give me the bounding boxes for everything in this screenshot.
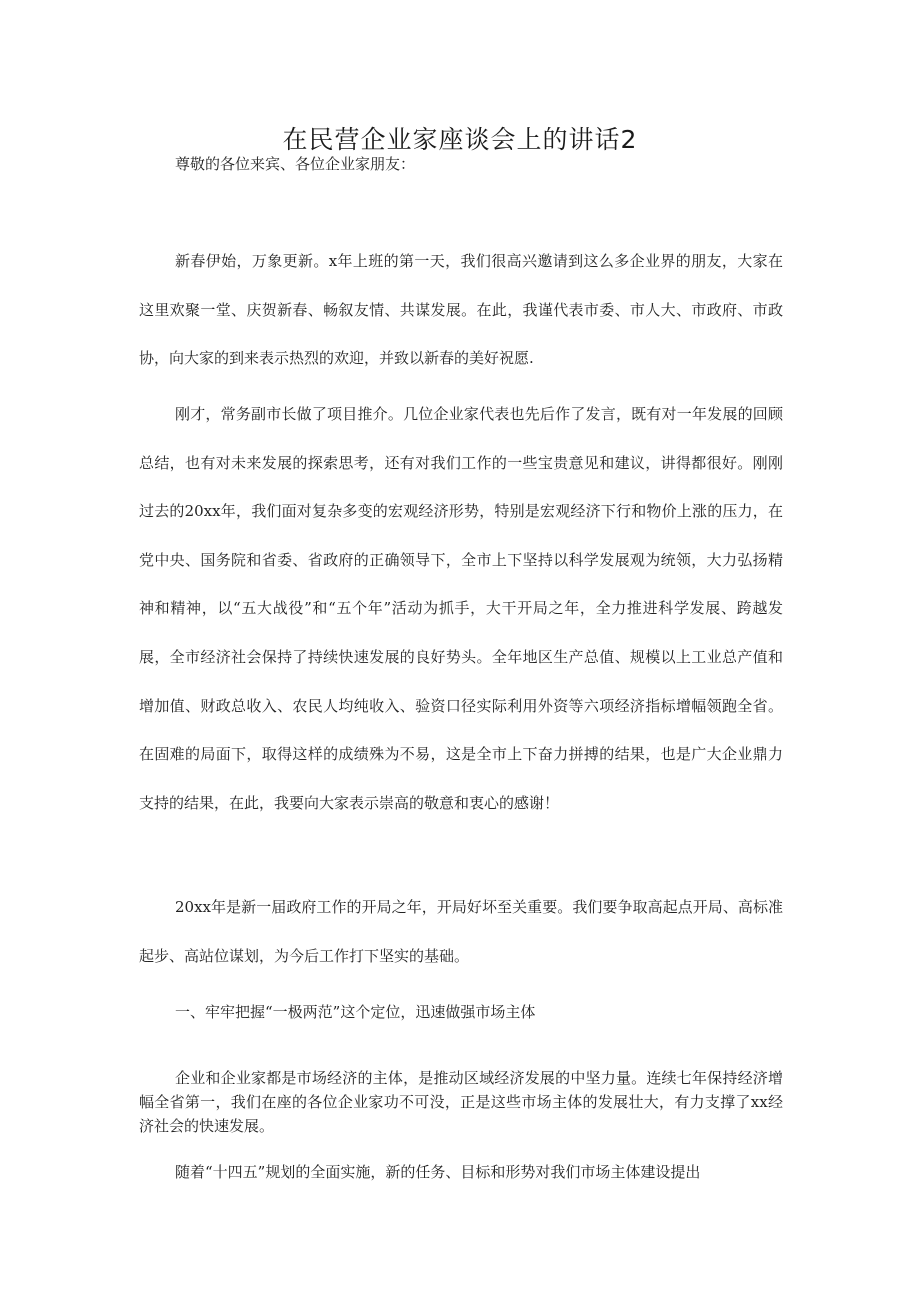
paragraph-opening: 新春伊始，万象更新。x年上班的第一天，我们很高兴邀请到这么多企业界的朋友，大家在这里欢聚一堂、庆贺新春、畅叙友情、共谋发展。在此，我谨代表市委、市人大、市政府、市政协，向大家的到来表示热烈的欢迎，并致以新春的美好祝愿.: [139, 252, 783, 368]
document-title: 在民营企业家座谈会上的讲话2: [282, 125, 638, 154]
section-heading-1: 一、牢牢把握“一极两范”这个定位，迅速做强市场主体: [175, 1003, 536, 1021]
paragraph-review: 刚才，常务副市长做了项目推介。几位企业家代表也先后作了发言，既有对一年发展的回顾总结，也有对未来发展的探索思考，还有对我们工作的一些宝贵意见和建议，讲得都很好。刚刚过去的20xx年，我们面对复杂多变的宏观经济形势，特别是宏观经济下行和物价上涨的压力，在党中央、国务院和省委、省政府的正确领导下，全市上下坚持以科学发展观为统领，大力弘扬精神和精神，以“五大战役”和“五个年”活动为抓手，大干开局之年，全力推进科学发展、跨越发展，全市经济社会保持了持续快速发展的良好势头。全年地区生产总值、规模以上工业总产值和增加值、财政总收入、农民人均纯收入、验资口径实际利用外资等六项经济指标增幅领跑全省。在固难的局面下，取得这样的成绩殊为不易，这是全市上下奋力拼搏的结果，也是广大企业鼎力支持的结果，在此，我要向大家表示崇高的敬意和衷心的感谢！: [139, 405, 783, 812]
paragraph-new-year: 20xx年是新一届政府工作的开局之年，开局好坏至关重要。我们要争取高起点开局、高标准起步、高站位谋划，为今后工作打下坚实的基础。: [139, 898, 783, 965]
paragraph-plan: 随着“十四五”规划的全面实施，新的任务、目标和形势对我们市场主体建设提出: [175, 1163, 701, 1181]
paragraph-market-entities: 企业和企业家都是市场经济的主体，是推动区域经济发展的中坚力量。连续七年保持经济增幅全省第一，我们在座的各位企业家功不可没，正是这些市场主体的发展壮大，有力支撑了xx经济社会的快速发展。: [139, 1069, 783, 1135]
greeting-line: 尊敬的各位来宾、各位企业家朋友：: [175, 155, 416, 173]
